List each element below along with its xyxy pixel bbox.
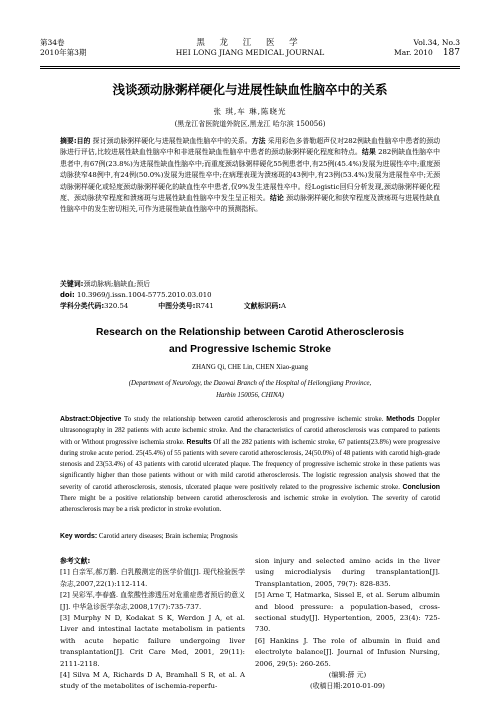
reference-item: [6] Hankins J. The role of albumin in fluid and electrolyte balance[J]. Journal of Infusion Nursing, 2006, 29(5): 260-265. bbox=[255, 636, 440, 668]
references-right-column bbox=[255, 556, 440, 693]
clc-label: 中图分类号: bbox=[158, 302, 196, 310]
header-rule-thin bbox=[40, 68, 460, 69]
running-header bbox=[40, 38, 460, 68]
subject-code-label: 学科分类代码: bbox=[60, 302, 105, 310]
abstract-label-zh: 摘要: bbox=[60, 137, 77, 145]
results-label-en: Results bbox=[186, 438, 212, 446]
keywords-en bbox=[60, 533, 440, 540]
methods-text-en: Doppler ultrasonography in 282 patients with acute ischemic stroke. And the characteristics of carotid atherosclerosis was compared to patients with or Without progressive ischemia stroke. bbox=[60, 416, 440, 446]
results-text-en: Of all the 282 patients with ischemic stroke, 67 patients(23.8%) were progressive during stroke acute period. 25(45.4%) of 55 patients with severe carotid atherosclerosis, 24(50.0%) of 48 patients with carotid high-grade stenosis and 23(53.4%) of 43 patients with carotid ulcerated plaque. The frequency of progressive ischemic stroke in these patients was significantly higher than those patients without or with mild carotid atherosclerosis. The logistic regression analysis showed that the severity of carotid atherosclerosis, stenosis, ulcerated plaque were positively related to the progressive ischemic stroke. bbox=[60, 438, 440, 491]
classification-line bbox=[60, 301, 440, 312]
title-en-line1: Research on the Relationship between Carotid Atherosclerosis bbox=[95, 327, 405, 338]
keywords-label-zh: 关键词: bbox=[60, 280, 84, 288]
doi-line bbox=[60, 290, 440, 301]
received-date: (收稿日期:2010-01-09) bbox=[310, 682, 385, 691]
volume-zh: 第34卷 bbox=[40, 38, 65, 47]
header-rule bbox=[40, 66, 460, 67]
issue-zh: 2010年第3期 bbox=[40, 48, 87, 57]
methods-text-zh: 采用彩色多普勒超声仪对282例缺血性脑卒中患者的颈动脉进行评估,比较进展性缺血性脑卒中和非进展性缺血性脑卒中患者的颈动脉粥样硬化程度和特点。 bbox=[60, 137, 441, 157]
journal-name-zh: 黑 龙 江 医 学 bbox=[196, 38, 304, 48]
abstract-en bbox=[60, 414, 440, 516]
affiliation-en-line1: (Department of Neurology, the Daowai Branch of the Hospital of Heilongjiang Province, bbox=[128, 380, 372, 387]
results-text-zh: 282例缺血性脑卒中患者中,有67例(23.8%)为进展性缺血性脑卒中;而重度颈动脉粥样硬化55例患者中,有25例(45.4%)发展为进展性卒中;重度颈动脉狭窄48例中,有24例(50.0%)发展为进展性卒中;在病理表现为溃疡斑的43例中,有23例(53.4%)发展为进展性卒中;无颈动脉粥样硬化或轻度颈动脉粥样硬化的缺血性卒中患者,仅9%发生进展性卒中。经Logistic回归分析发现,颈动脉粥样硬化程度、颈动脉狭窄程度和溃疡斑与进展性缺血性脑卒中发生呈正相关。 bbox=[60, 148, 441, 203]
reference-item: [4] Silva M A, Richards D A, Bramhall S R, et al. A study of the metabolites of ischemia-reperfu- bbox=[60, 671, 245, 691]
methods-label-zh: 方法 bbox=[251, 137, 266, 145]
keywords-zh bbox=[60, 279, 440, 290]
keywords-label-en: Key words: bbox=[60, 533, 98, 540]
objective-label-zh: 目的 bbox=[76, 137, 91, 145]
references-left-column bbox=[60, 556, 245, 693]
journal-name-en: HEI LONG JIANG MEDICAL JOURNAL bbox=[175, 48, 325, 57]
editor-note: (编辑:薛 元) bbox=[328, 671, 367, 680]
conclusion-text-en: There might be a positive relationship between carotid atherosclerosis and ischemic stroke in evolytion. The severity of carotid atherosclerosis may be a risk predictor in stroke evolution. bbox=[60, 495, 440, 514]
title-en bbox=[40, 324, 460, 358]
keywords-text-en: Carotid artery diseases; Brain ischemia; Prognosis bbox=[98, 533, 238, 540]
conclusion-label-zh: 结论 bbox=[269, 194, 284, 203]
abstract-zh bbox=[60, 136, 440, 216]
reference-item: [1] 白亲军,郝万鹏. 白乳酸测定的医学价值[J]. 现代检验医学杂志,2007,22(1):112-114. bbox=[60, 568, 245, 588]
abstract-label-en: Abstract: bbox=[60, 416, 91, 423]
doc-code: A bbox=[281, 302, 286, 310]
clc-code: R741 bbox=[195, 302, 214, 310]
reference-item: sion injury and selected amino acids in the liver using microdialysis during transplantation[J]. Transplantation, 2005, 79(7): 828-835. bbox=[255, 557, 440, 588]
volume-en: Vol.34, No.3 bbox=[413, 38, 460, 47]
methods-label-en: Methods bbox=[386, 416, 415, 423]
affiliation-zh: (黑龙江省医院道外院区,黑龙江 哈尔滨 150056) bbox=[174, 120, 326, 128]
references-title: 参考文献: bbox=[60, 557, 91, 565]
conclusion-label-en: Conclusion bbox=[402, 483, 440, 491]
date-en: Mar. 2010 bbox=[394, 48, 433, 57]
objective-text-en: To study the relationship between carotid atherosclerosis and progressive ischemic stroke. bbox=[121, 416, 384, 423]
affiliation-en bbox=[60, 378, 440, 401]
results-label-zh: 结果 bbox=[361, 148, 376, 157]
authors-en: ZHANG Qi, CHE Lin, CHEN Xiao-guang bbox=[191, 364, 309, 371]
doc-code-label: 文献标识码: bbox=[243, 302, 282, 310]
doi-label: doi: bbox=[60, 291, 75, 299]
objective-text-zh: 探讨颈动脉粥样硬化与进展性缺血性脑卒中的关系。 bbox=[90, 137, 252, 145]
title-en-line2: and Progressive Ischemic Stroke bbox=[169, 344, 331, 355]
keywords-text-zh: 颈动脉病;脑缺血;预后 bbox=[83, 280, 151, 288]
reference-item: [3] Murphy N D, Kodakat S K, Werdon J A, et al. Liver and intestinal lactate metabolism in patients with acute hepatic failure undergoing liver transplantation[J]. Crit Care Med, 2001, 29(11): 2111-2118. bbox=[60, 614, 245, 668]
authors-zh: 张 琪,车 琳,陈晓光 bbox=[213, 107, 287, 116]
conclusion-text-zh: 颈动脉粥样硬化和狭窄程度及溃疡斑与进展性缺血性脑卒中的发生密切相关,可作为进展性缺血性脑卒中的预测指标。 bbox=[60, 194, 440, 214]
doi-text: 10.3969/j.issn.1004-5775.2010.03.010 bbox=[77, 291, 212, 299]
affiliation-en-line2: Harbin 150056, CHINA) bbox=[216, 391, 284, 399]
reference-item: [2] 吴彩军,李春盛. 血浆酸性渗透压对危重症患者预后的意义[J]. 中华急诊医学杂志,2008,17(7):735-737. bbox=[60, 591, 245, 611]
reference-item: [5] Arne T, Hatmarka, Sissel E, et al. Serum albumin and blood pressure: a population-based, cross-sectional study[J]. Hypertention, 2005, 23(4): 725-730. bbox=[255, 591, 440, 634]
objective-label-en: Objective bbox=[90, 416, 122, 423]
subject-code: 320.54 bbox=[104, 302, 129, 310]
page-number: 187 bbox=[442, 48, 460, 58]
header-right bbox=[394, 38, 460, 58]
title-zh: 浅谈颈动脉粥样硬化与进展性缺血性脑卒中的关系 bbox=[112, 82, 388, 97]
